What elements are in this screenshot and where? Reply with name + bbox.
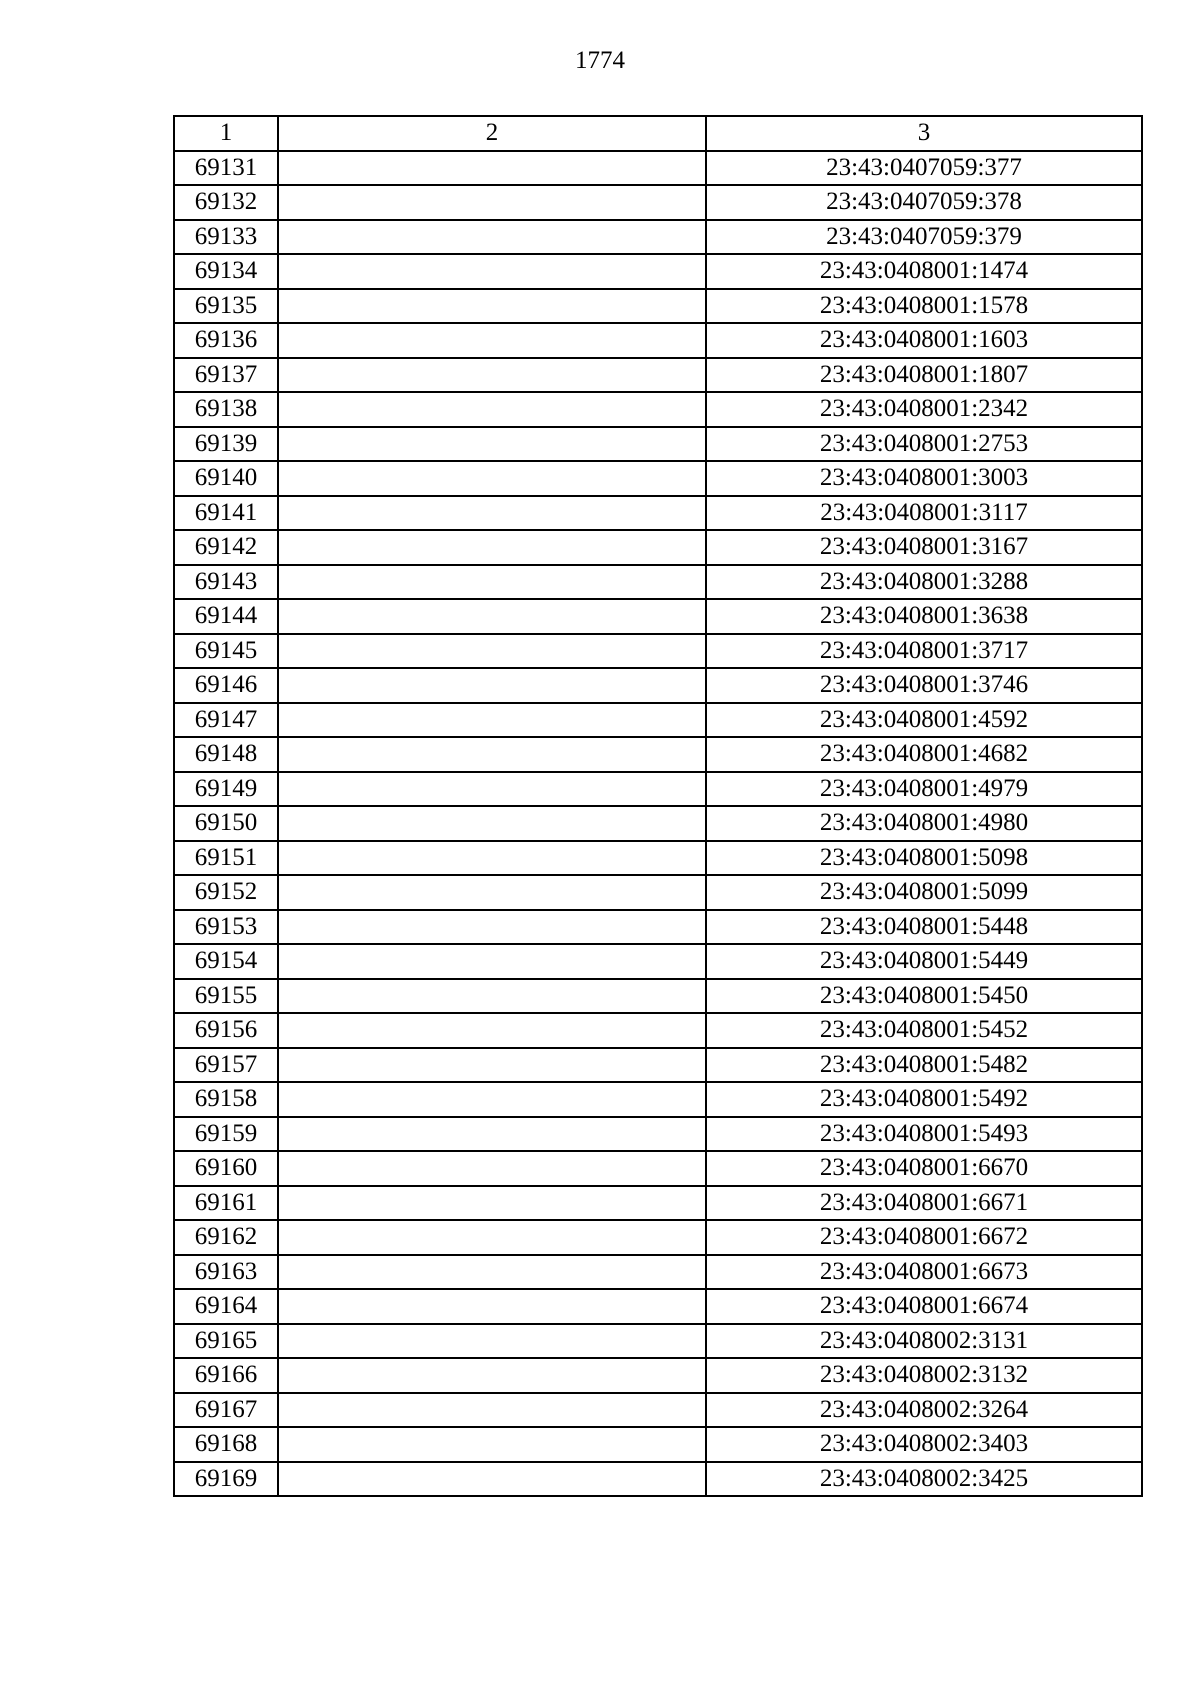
table-row [174,1427,1142,1462]
table-header-row [174,116,1142,151]
table-row [174,254,1142,289]
empty-cell [278,151,706,186]
empty-cell [278,1427,706,1462]
cadastral-number-cell: 23:43:0408001:4980 [706,806,1142,841]
cadastral-number-cell: 23:43:0407059:377 [706,151,1142,186]
row-number-cell: 69156 [174,1013,278,1048]
empty-cell [278,1358,706,1393]
row-number-cell: 69167 [174,1393,278,1428]
table-row [174,806,1142,841]
empty-cell [278,254,706,289]
empty-cell [278,1324,706,1359]
row-number-cell: 69151 [174,841,278,876]
cadastral-number-cell: 23:43:0408001:3288 [706,565,1142,600]
empty-cell [278,1151,706,1186]
row-number-cell: 69135 [174,289,278,324]
cadastral-number-cell: 23:43:0408001:3746 [706,668,1142,703]
row-number-cell: 69144 [174,599,278,634]
cadastral-number-cell: 23:43:0408001:2753 [706,427,1142,462]
cadastral-number-cell: 23:43:0408001:1603 [706,323,1142,358]
row-number-cell: 69132 [174,185,278,220]
row-number-cell: 69149 [174,772,278,807]
table-row [174,841,1142,876]
empty-cell [278,392,706,427]
row-number-cell: 69163 [174,1255,278,1290]
cadastral-number-cell: 23:43:0408001:1807 [706,358,1142,393]
row-number-cell: 69157 [174,1048,278,1083]
row-number-cell: 69140 [174,461,278,496]
table-row [174,1393,1142,1428]
cadastral-number-cell: 23:43:0408001:1578 [706,289,1142,324]
row-number-cell: 69143 [174,565,278,600]
table-row [174,1117,1142,1152]
table-row [174,668,1142,703]
table-row [174,427,1142,462]
table-row [174,1324,1142,1359]
table-row [174,496,1142,531]
empty-cell [278,1082,706,1117]
table-row [174,1462,1142,1497]
table-row [174,1220,1142,1255]
cadastral-number-cell: 23:43:0408001:5449 [706,944,1142,979]
row-number-cell: 69136 [174,323,278,358]
empty-cell [278,979,706,1014]
empty-cell [278,944,706,979]
row-number-cell: 69138 [174,392,278,427]
table-row [174,1358,1142,1393]
empty-cell [278,1462,706,1497]
cadastral-number-cell: 23:43:0408001:5493 [706,1117,1142,1152]
empty-cell [278,668,706,703]
table-row [174,461,1142,496]
page-number: 1774 [575,47,625,74]
empty-cell [278,1186,706,1221]
row-number-cell: 69152 [174,875,278,910]
table-row [174,185,1142,220]
table-row [174,1255,1142,1290]
table-row [174,875,1142,910]
empty-cell [278,806,706,841]
table-row [174,151,1142,186]
row-number-cell: 69166 [174,1358,278,1393]
empty-cell [278,185,706,220]
empty-cell [278,875,706,910]
table-row [174,565,1142,600]
row-number-cell: 69133 [174,220,278,255]
row-number-cell: 69134 [174,254,278,289]
cadastral-number-cell: 23:43:0408002:3425 [706,1462,1142,1497]
cadastral-number-cell: 23:43:0407059:378 [706,185,1142,220]
table-row [174,944,1142,979]
table-row [174,772,1142,807]
table-row [174,1151,1142,1186]
row-number-cell: 69159 [174,1117,278,1152]
empty-cell [278,1393,706,1428]
cadastral-number-cell: 23:43:0408001:2342 [706,392,1142,427]
empty-cell [278,599,706,634]
cadastral-number-cell: 23:43:0408001:6670 [706,1151,1142,1186]
empty-cell [278,1013,706,1048]
column-header-2: 2 [278,116,706,151]
row-number-cell: 69155 [174,979,278,1014]
empty-cell [278,323,706,358]
cadastral-number-cell: 23:43:0408001:6672 [706,1220,1142,1255]
table-row [174,323,1142,358]
empty-cell [278,461,706,496]
empty-cell [278,496,706,531]
cadastral-number-cell: 23:43:0408001:3003 [706,461,1142,496]
row-number-cell: 69139 [174,427,278,462]
cadastral-number-cell: 23:43:0408001:3638 [706,599,1142,634]
row-number-cell: 69162 [174,1220,278,1255]
table-row [174,1048,1142,1083]
table-row [174,358,1142,393]
table-row [174,392,1142,427]
empty-cell [278,634,706,669]
cadastral-number-cell: 23:43:0408001:5098 [706,841,1142,876]
cadastral-number-cell: 23:43:0407059:379 [706,220,1142,255]
row-number-cell: 69164 [174,1289,278,1324]
table-body [174,151,1142,1497]
row-number-cell: 69148 [174,737,278,772]
row-number-cell: 69146 [174,668,278,703]
empty-cell [278,737,706,772]
empty-cell [278,703,706,738]
cadastral-number-cell: 23:43:0408001:3167 [706,530,1142,565]
empty-cell [278,1289,706,1324]
cadastral-number-cell: 23:43:0408001:1474 [706,254,1142,289]
cadastral-number-cell: 23:43:0408001:4592 [706,703,1142,738]
table-row [174,737,1142,772]
empty-cell [278,565,706,600]
cadastral-number-cell: 23:43:0408001:5099 [706,875,1142,910]
row-number-cell: 69137 [174,358,278,393]
empty-cell [278,358,706,393]
empty-cell [278,1220,706,1255]
table-row [174,1289,1142,1324]
cadastral-number-cell: 23:43:0408001:3717 [706,634,1142,669]
cadastral-number-cell: 23:43:0408001:5492 [706,1082,1142,1117]
cadastral-number-cell: 23:43:0408002:3132 [706,1358,1142,1393]
table-row [174,634,1142,669]
row-number-cell: 69153 [174,910,278,945]
empty-cell [278,1255,706,1290]
column-header-3: 3 [706,116,1142,151]
registry-table [173,115,1143,1497]
table-row [174,910,1142,945]
row-number-cell: 69150 [174,806,278,841]
row-number-cell: 69160 [174,1151,278,1186]
row-number-cell: 69168 [174,1427,278,1462]
row-number-cell: 69165 [174,1324,278,1359]
empty-cell [278,1117,706,1152]
cadastral-number-cell: 23:43:0408001:6673 [706,1255,1142,1290]
row-number-cell: 69158 [174,1082,278,1117]
cadastral-number-cell: 23:43:0408002:3264 [706,1393,1142,1428]
empty-cell [278,910,706,945]
cadastral-number-cell: 23:43:0408001:3117 [706,496,1142,531]
cadastral-number-cell: 23:43:0408001:5482 [706,1048,1142,1083]
table-row [174,703,1142,738]
empty-cell [278,772,706,807]
column-header-1: 1 [174,116,278,151]
empty-cell [278,1048,706,1083]
table-row [174,1082,1142,1117]
table-row [174,289,1142,324]
empty-cell [278,530,706,565]
cadastral-number-cell: 23:43:0408001:4979 [706,772,1142,807]
empty-cell [278,289,706,324]
cadastral-number-cell: 23:43:0408001:4682 [706,737,1142,772]
cadastral-number-cell: 23:43:0408001:5452 [706,1013,1142,1048]
row-number-cell: 69141 [174,496,278,531]
cadastral-number-cell: 23:43:0408002:3403 [706,1427,1142,1462]
table-row [174,1186,1142,1221]
row-number-cell: 69154 [174,944,278,979]
empty-cell [278,841,706,876]
cadastral-number-cell: 23:43:0408001:5450 [706,979,1142,1014]
cadastral-number-cell: 23:43:0408001:5448 [706,910,1142,945]
empty-cell [278,220,706,255]
cadastral-number-cell: 23:43:0408001:6671 [706,1186,1142,1221]
row-number-cell: 69169 [174,1462,278,1497]
row-number-cell: 69142 [174,530,278,565]
row-number-cell: 69161 [174,1186,278,1221]
table-header [174,116,1142,151]
row-number-cell: 69147 [174,703,278,738]
table-row [174,979,1142,1014]
cadastral-number-cell: 23:43:0408002:3131 [706,1324,1142,1359]
table-row [174,1013,1142,1048]
empty-cell [278,427,706,462]
table-row [174,530,1142,565]
row-number-cell: 69145 [174,634,278,669]
table-row [174,599,1142,634]
table-row [174,220,1142,255]
row-number-cell: 69131 [174,151,278,186]
cadastral-number-cell: 23:43:0408001:6674 [706,1289,1142,1324]
